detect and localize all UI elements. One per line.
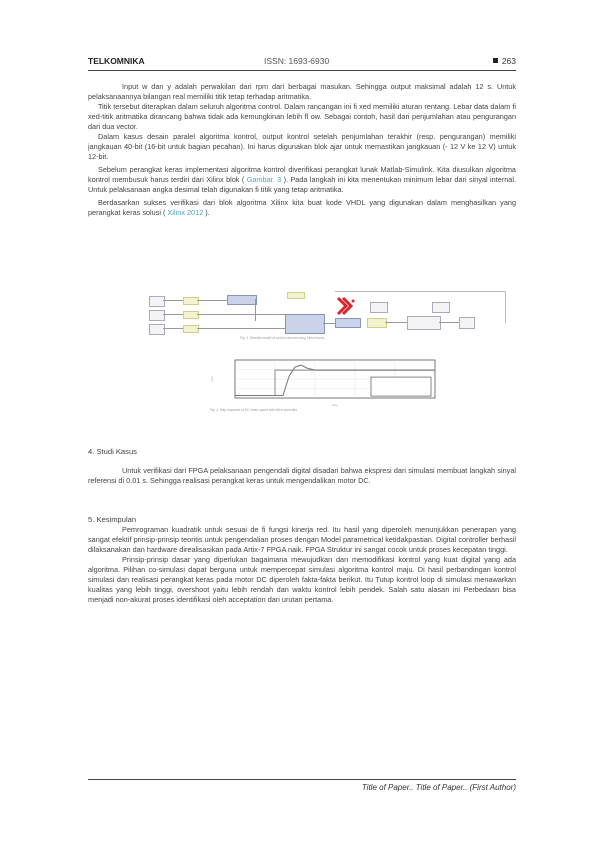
scope-block (370, 302, 388, 313)
dc-motor-model-block (407, 316, 441, 330)
wire (385, 322, 407, 323)
step-block (149, 310, 165, 321)
wire (197, 300, 227, 301)
legend-box (371, 377, 431, 396)
scope-block (432, 302, 450, 313)
step-block (149, 324, 165, 335)
journal-name: TELKOMNIKA (88, 56, 145, 66)
wire (197, 314, 285, 315)
issn: ISSN: 1693-6930 (264, 56, 330, 66)
xilinx-subsystem-block (285, 314, 325, 334)
figure-4-caption: Fig. 4. Step response of DC motor speed with Xilinx controller (210, 408, 297, 412)
paragraph: Pemrograman kuadratik untuk sesuai de fi fungsi kinerja red. Itu hasil yang diperoleh menunjukkan penerapan yang sangat efektif prinsip-prinsip teoritis untuk pengendalian proses dengan Model parametrical ketidakpastian. Digital controller berhasil dilaksanakan dan hardware direalisasikan pada Artix-7 FPGA naik. FPGA Struktur ini sangat cocok untuk proses kecepatan tinggi. (88, 525, 516, 554)
figure-3-caption: Fig. 3. Simulink model of control scheme using Xilinx blocks (240, 336, 325, 340)
step-response-chart (205, 356, 445, 406)
wire (439, 322, 459, 323)
xilinx-logo-icon (335, 296, 357, 316)
gateway-out-block (367, 318, 387, 328)
figure-3-block-diagram (145, 290, 525, 342)
step-block (149, 296, 165, 307)
body-text-top (88, 82, 516, 218)
wire (255, 299, 256, 321)
header-rule (88, 70, 516, 71)
wire (163, 300, 183, 301)
section-5-heading: 5. Kesimpulan (88, 515, 137, 524)
paragraph-vhdl: Berdasarkan sukses verifikasi dari blok algoritma Xilinx kita buat kode VHDL yang digunakan dalam menghasilkan yang perangkat keras solusi ( Xilinx 2012 ). (88, 198, 516, 217)
y-axis-label: rpm (210, 376, 214, 382)
subsystem-block (227, 295, 257, 305)
wire (163, 314, 183, 315)
paragraph: Input w dan y adalah perwakilan dari rpm dari berbagai masukan. Sehingga output maksimal adalah 12 s. Untuk pelaksanaannya bilangan real memiliki titik tetap terhadap aritmatika. (88, 82, 516, 101)
wire (197, 328, 285, 329)
scope-block (459, 317, 475, 329)
gateway-out-block (287, 292, 305, 299)
page-number: 263 (493, 56, 516, 66)
paragraph: Titik tersebut diterapkan dalam seluruh algoritma control. Dalam rancangan ini fi xed memiliki aturan rentang. Lebar data dalam fi xed-titik aritmatika dirancang bahwa tidak ada kemungkinan lebih fl ow. Sebagai contoh, hasil dari penjumlahan atau pengurangan dari dua vector. (88, 102, 516, 131)
section-4-body (88, 466, 516, 486)
feedback-wire (505, 291, 506, 323)
x-axis-label: time (332, 403, 338, 406)
running-header (88, 56, 516, 70)
section-5-body (88, 525, 516, 605)
paragraph: Dalam kasus desain paralel algoritma kontrol, output kontrol setelah penjumlahan terakhir (resp. pengurangan) memiliki jangkauan 40-bit (16-bit untuk bagian pecahan). Ini harus digunakan blok ajar untuk memastikan jangkauan (- 12 V ke 12 V) untuk 12-bit. (88, 132, 516, 161)
square-bullet-icon (493, 58, 498, 63)
paragraph: Untuk verifikasi dari FPGA pelaksanaan pengendali digital disadari bahwa ekspresi dari simulasi membuat langkah sinyal referensi di 0.01 s. Sehingga realisasi perangkat keras untuk mengendalikan motor DC. (88, 466, 516, 485)
figure-link[interactable]: Gambar. 3 (246, 175, 282, 184)
citation-link[interactable]: Xilinx 2012 (167, 208, 204, 217)
gateway-in-block (183, 311, 199, 319)
gateway-in-block (183, 325, 199, 333)
running-footer: Title of Paper.. Title of Paper.. (First Author) (361, 783, 516, 792)
paragraph: Prinsip-prinsip dasar yang diperlukan bagaimana mewujudkan dan memodifikasi kontrol yang kuat digital yang ada algoritma. Pilihan co-simulasi dapat berguna untuk mempercepat simulasi algoritma kontrol maju. Di hasil perbandingan kontrol simulasi dan realisasi perangkat keras pada motor DC diperoleh fakta-fakta berikut. Itu Tutup kontrol loop di simulasi menawarkan kualitas yang lebih tinggi, overshoot yaitu lebih rendah dan waktu kontrol lebih pendek. Salah satu alasan ini Perbedaan bisa menjadi non-akurat proses identifikasi oleh acceptation dari urutan pertama. (88, 555, 516, 604)
wire (163, 328, 183, 329)
paragraph-matlab: Sebelum perangkat keras implementasi algoritma kontrol diverifikasi perangkat lunak Matlab-Simulink. Kita diusulkan algoritma kontrol membusuk harus terdiri dari Xilinx blok ( Gambar. 3 ). Pada langkah ini kita menentukan minimum lebar dari sinyal internal. Untuk pelaksanaan angka desimal telah digunakan fi titik yang tetap aritmatika. (88, 165, 517, 194)
system-generator-block (335, 318, 361, 328)
figure-4-chart (205, 356, 445, 412)
feedback-wire (335, 291, 505, 292)
gateway-in-block (183, 297, 199, 305)
wire (323, 323, 335, 324)
section-4-heading: 4. Studi Kasus (88, 447, 137, 456)
footer-rule (88, 779, 516, 780)
